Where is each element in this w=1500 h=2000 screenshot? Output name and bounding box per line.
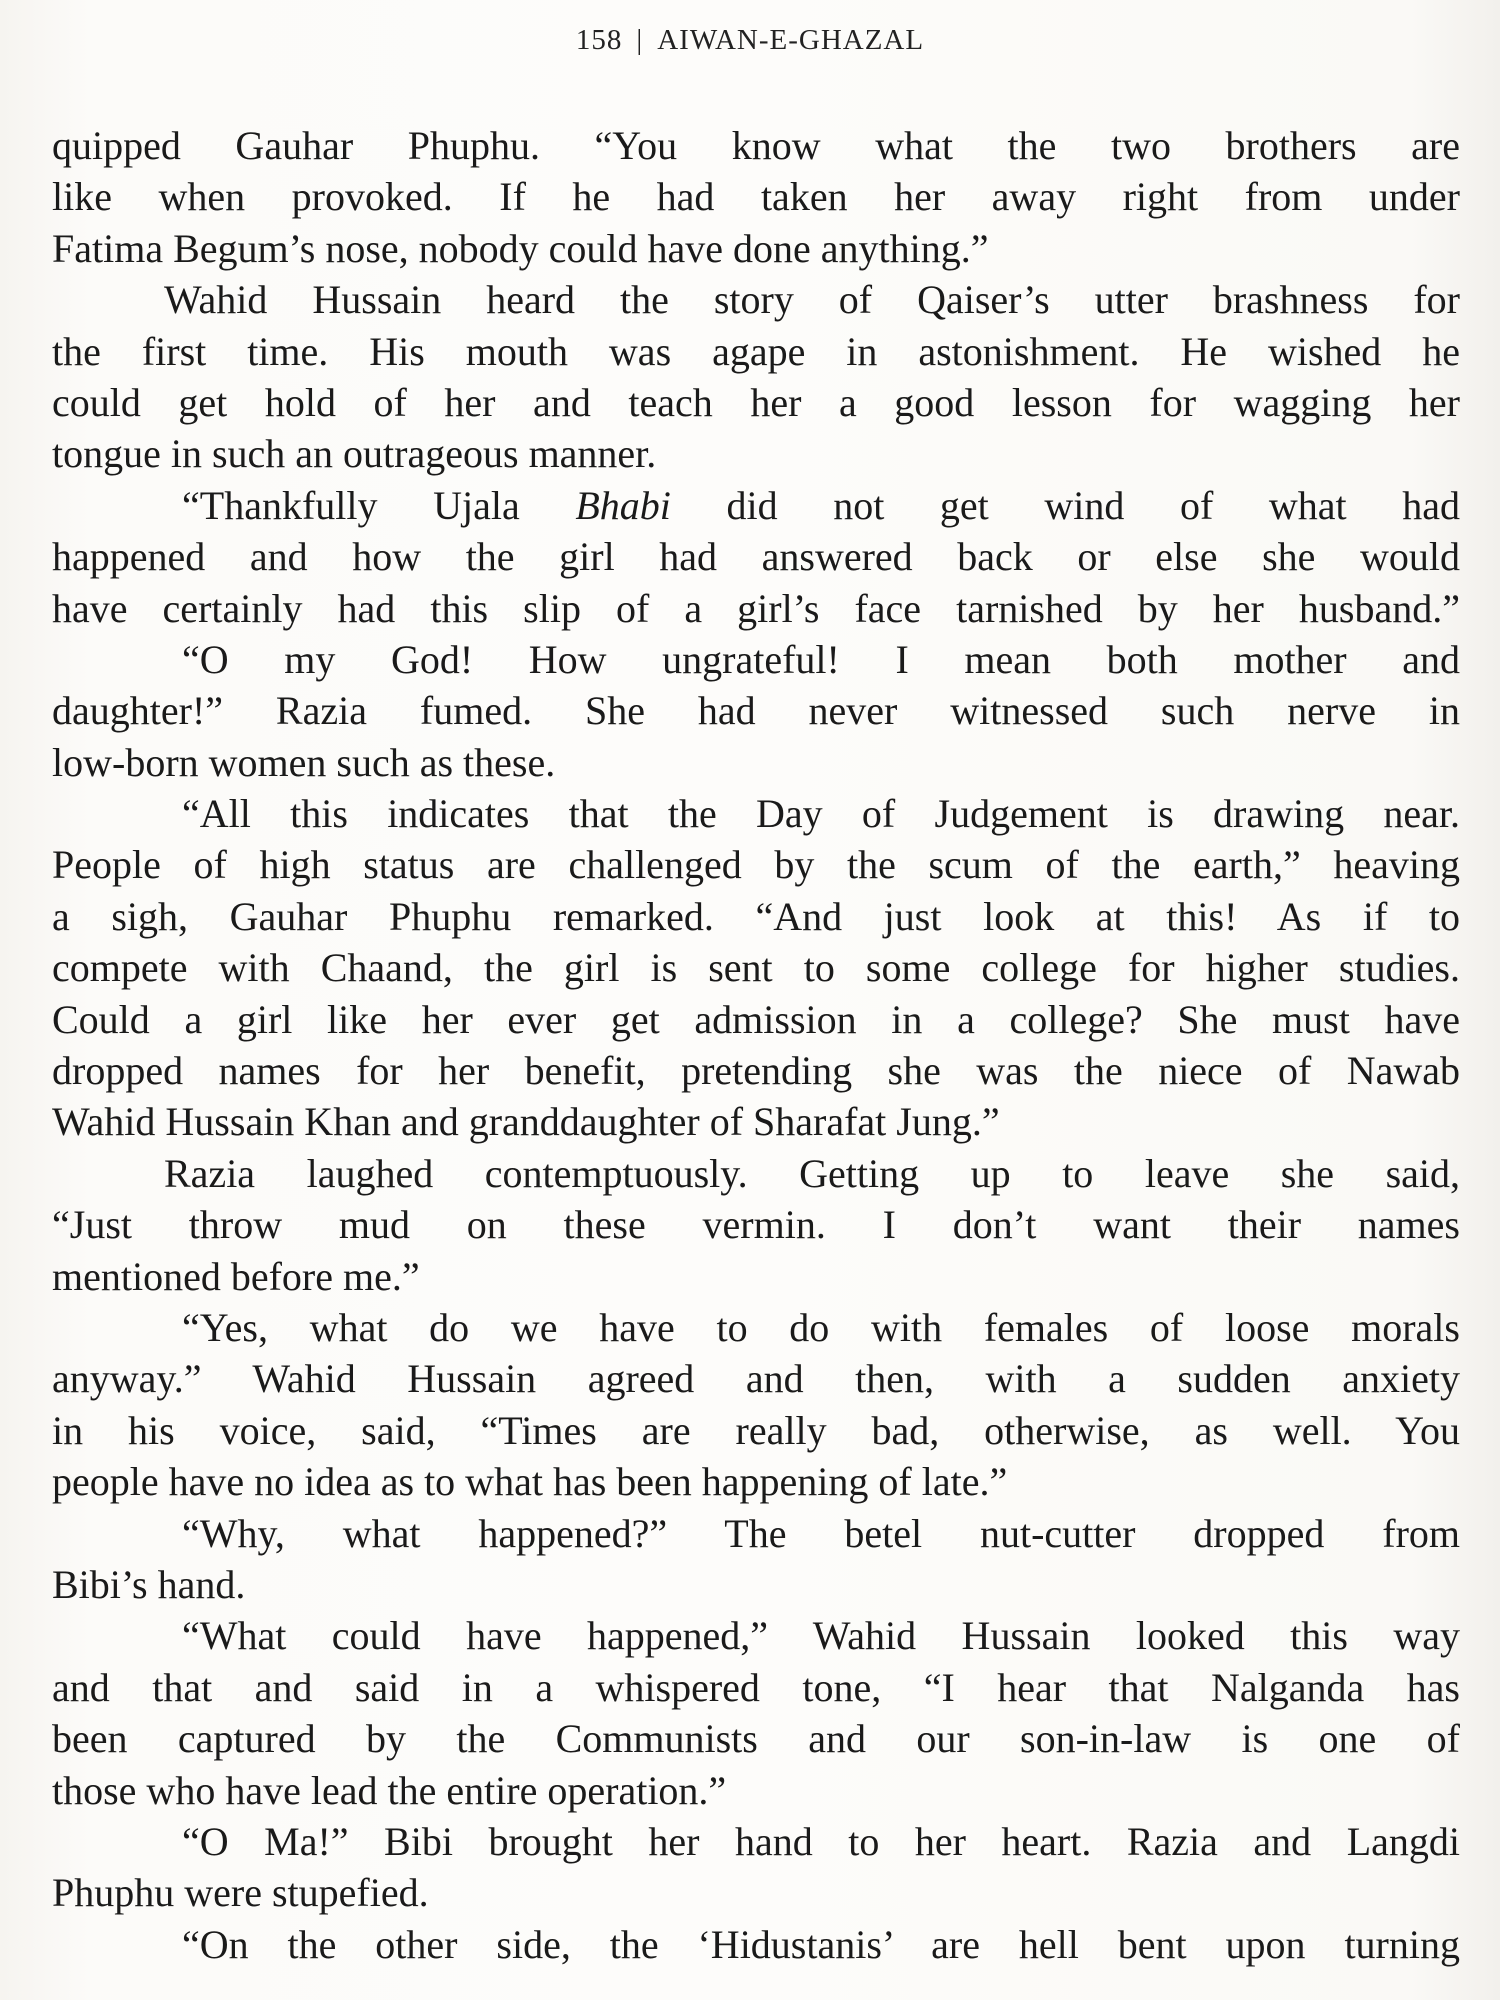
book-title: AIWAN-E-GHAZAL [657, 24, 925, 56]
text-line: “On the other side, the ‘Hidustanis’ are hell bent upon turning [182, 1921, 1460, 1967]
text-line: daughter!” Razia fumed. She had never witnessed such nerve in [52, 688, 1460, 734]
text-line: quipped Gauhar Phuphu. “You know what the two brothers are [52, 123, 1460, 168]
text-line: “Just throw mud on these vermin. I don’t want their names [52, 1202, 1460, 1248]
text-line: “Yes, what do we have to do with females of loose morals [182, 1304, 1460, 1350]
text-line: People of high status are challenged by the scum of the earth,” heaving [52, 842, 1460, 888]
text-line: a sigh, Gauhar Phuphu remarked. “And just look at this! As if to [52, 893, 1460, 939]
text-line: and that and said in a whispered tone, “I hear that Nalganda has [52, 1664, 1460, 1710]
text-line: “Why, what happened?” The betel nut-cutter dropped from [182, 1510, 1460, 1556]
text-line: happened and how the girl had answered back or else she would [52, 534, 1460, 580]
text-line: mentioned before me.” [52, 1253, 420, 1299]
text-line: “O Ma!” Bibi brought her hand to her heart. Razia and Langdi [182, 1818, 1460, 1864]
text-line: compete with Chaand, the girl is sent to some college for higher studies. [52, 945, 1460, 991]
text-line: those who have lead the entire operation.” [52, 1767, 727, 1813]
body-text [52, 120, 1460, 1970]
text-line: been captured by the Communists and our son-in-law is one of [52, 1716, 1460, 1762]
text-line: have certainly had this slip of a girl’s face tarnished by her husband.” [52, 585, 1460, 631]
text-segment: did not get wind of what had [670, 482, 1461, 528]
page-number: 158 [575, 24, 623, 56]
text-line: “All this indicates that the Day of Judgement is drawing near. [182, 791, 1460, 837]
text-line: Phuphu were stupefied. [52, 1870, 429, 1916]
text-line: the first time. His mouth was agape in astonishment. He wished he [52, 328, 1460, 374]
text-segment: “Thankfully Ujala [182, 482, 576, 528]
italic-word: Bhabi [575, 482, 671, 528]
text-line: anyway.” Wahid Hussain agreed and then, with a sudden anxiety [52, 1356, 1460, 1402]
text-line: Fatima Begum’s nose, nobody could have done anything.” [52, 225, 989, 271]
text-line: like when provoked. If he had taken her away right from under [52, 174, 1460, 220]
text-line: “What could have happened,” Wahid Hussain looked this way [182, 1613, 1460, 1659]
text-line: in his voice, said, “Times are really bad, otherwise, as well. You [52, 1407, 1460, 1453]
running-head [0, 24, 1500, 57]
text-line: could get hold of her and teach her a good lesson for wagging her [52, 379, 1460, 425]
text-line: Bibi’s hand. [52, 1561, 246, 1607]
text-line: dropped names for her benefit, pretending she was the niece of Nawab [52, 1048, 1460, 1094]
text-line: Wahid Hussain heard the story of Qaiser’s utter brashness for [164, 277, 1460, 323]
text-line: Could a girl like her ever get admission in a college? She must have [52, 996, 1460, 1042]
text-line: Wahid Hussain Khan and granddaughter of Sharafat Jung.” [52, 1099, 1000, 1145]
text-line [52, 480, 1460, 531]
text-line: tongue in such an outrageous manner. [52, 431, 657, 477]
text-line: Razia laughed contemptuously. Getting up to leave she said, [164, 1150, 1460, 1196]
text-line: people have no idea as to what has been happening of late.” [52, 1459, 1008, 1505]
text-line: low-born women such as these. [52, 739, 556, 785]
header-separator: | [636, 24, 644, 56]
text-line: “O my God! How ungrateful! I mean both mother and [182, 636, 1460, 682]
